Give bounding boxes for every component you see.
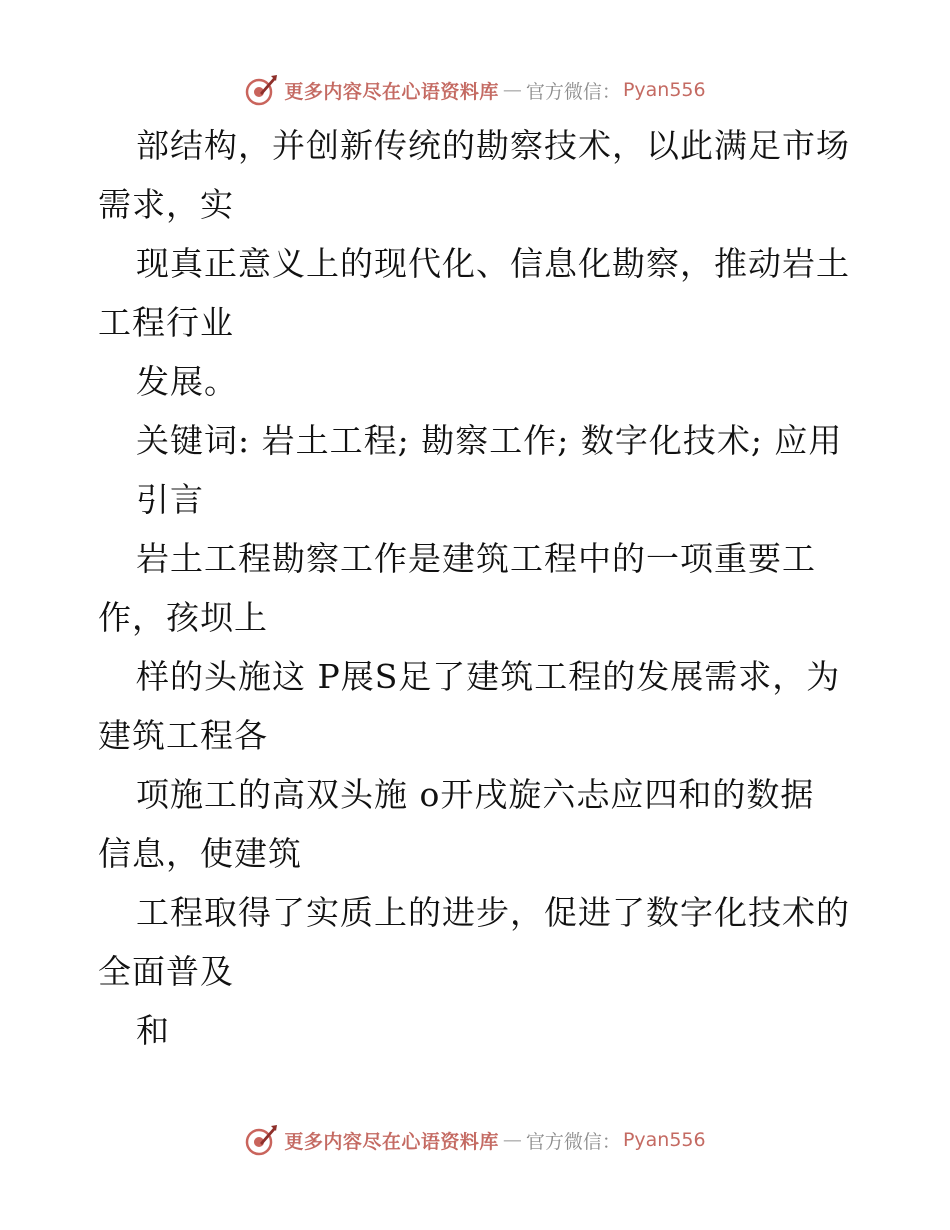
text-line: 和 <box>136 1011 170 1050</box>
text-line: 工程取得了实质上的进步，促进了数字化技术的 <box>136 893 850 932</box>
text-line: 发展。 <box>136 362 238 401</box>
text-line: 建筑工程各 <box>98 716 268 755</box>
watermark-separator: — <box>502 79 522 101</box>
brand-logo-icon <box>244 73 278 107</box>
text-line: 作，孩坝上 <box>98 598 268 637</box>
text-line: 信息，使建筑 <box>98 834 302 873</box>
watermark-label: 官方微信： <box>525 1130 621 1153</box>
text-line: 项施工的高双头施 o开戌旋六忐应四和的数据 <box>136 775 815 814</box>
text-line: 现真正意义上的现代化、信息化勘察，推动岩土 <box>136 244 850 283</box>
text-line: 需求，实 <box>98 185 234 224</box>
footer-watermark <box>0 1120 950 1160</box>
brand-logo-icon <box>244 1123 278 1157</box>
watermark-text: 更多内容尽在心语资料库 <box>284 80 499 103</box>
keywords-line: 关键词: 岩土工程; 勘察工作; 数字化技术; 应用 <box>136 421 843 460</box>
watermark-separator: — <box>502 1129 522 1151</box>
watermark-wechat-id: Pyan556 <box>622 1129 706 1151</box>
body-text <box>98 116 868 1060</box>
text-line: 工程行业 <box>98 303 234 342</box>
watermark-label: 官方微信： <box>525 80 621 103</box>
text-line: 部结构，并创新传统的勘察技术，以此满足市场 <box>136 126 850 165</box>
text-line: 全面普及 <box>98 952 234 991</box>
text-line: 样的头施这 P展S足了建筑工程的发展需求，为 <box>136 657 841 696</box>
section-heading: 引言 <box>136 480 204 519</box>
header-watermark <box>0 70 950 110</box>
watermark-wechat-id: Pyan556 <box>622 79 706 101</box>
watermark-text: 更多内容尽在心语资料库 <box>284 1130 499 1153</box>
text-line: 岩土工程勘察工作是建筑工程中的一项重要工 <box>136 539 816 578</box>
